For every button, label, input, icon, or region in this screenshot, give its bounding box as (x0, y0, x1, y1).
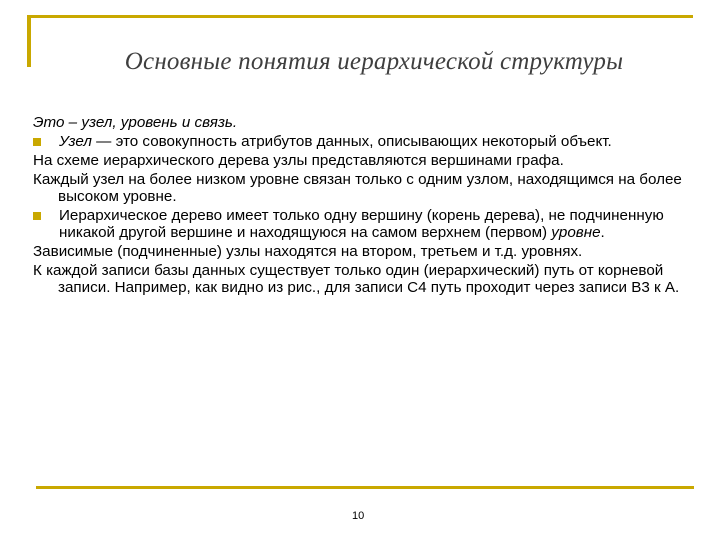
node-term: Узел (59, 133, 92, 150)
slide-body (33, 114, 703, 298)
lower-level-paragraph: Каждый узел на более низком уровне связан только с одним узлом, находящимся на более высоком уровне. (33, 171, 682, 205)
scheme-paragraph: На схеме иерархического дерева узлы представляются вершинами графа. (33, 152, 564, 169)
slide-title: Основные понятия иерархической структуры (124, 48, 624, 75)
bullet-node (33, 133, 703, 150)
frame-top-line (27, 15, 693, 18)
level-term: уровне (551, 224, 601, 241)
bullet-square-icon (33, 138, 41, 146)
tree-end: . (600, 224, 605, 241)
intro-line (33, 114, 703, 131)
intro-text: Это – узел, уровень и связь. (33, 114, 238, 131)
dependent-paragraph: Зависимые (подчиненные) узлы находятся на втором, третьем и т.д. уровнях. (33, 243, 583, 260)
page-number: 10 (352, 510, 365, 522)
bullet-square-icon (33, 212, 41, 220)
frame-bottom-line (36, 486, 694, 489)
record-path-paragraph: К каждой записи базы данных существует только один (иерархический) путь от корневой записи. Например, как видно из рис., для записи С4 путь проходит через записи В3 к А. (33, 262, 680, 296)
bullet-tree (33, 207, 703, 241)
node-definition: — это совокупность атрибутов данных, описывающих некоторый объект. (91, 133, 612, 150)
tree-text: Иерархическое дерево имеет только одну вершину (корень дерева), не подчиненную никакой другой вершине и находящуюся на самом верхнем (первом) (59, 207, 664, 241)
